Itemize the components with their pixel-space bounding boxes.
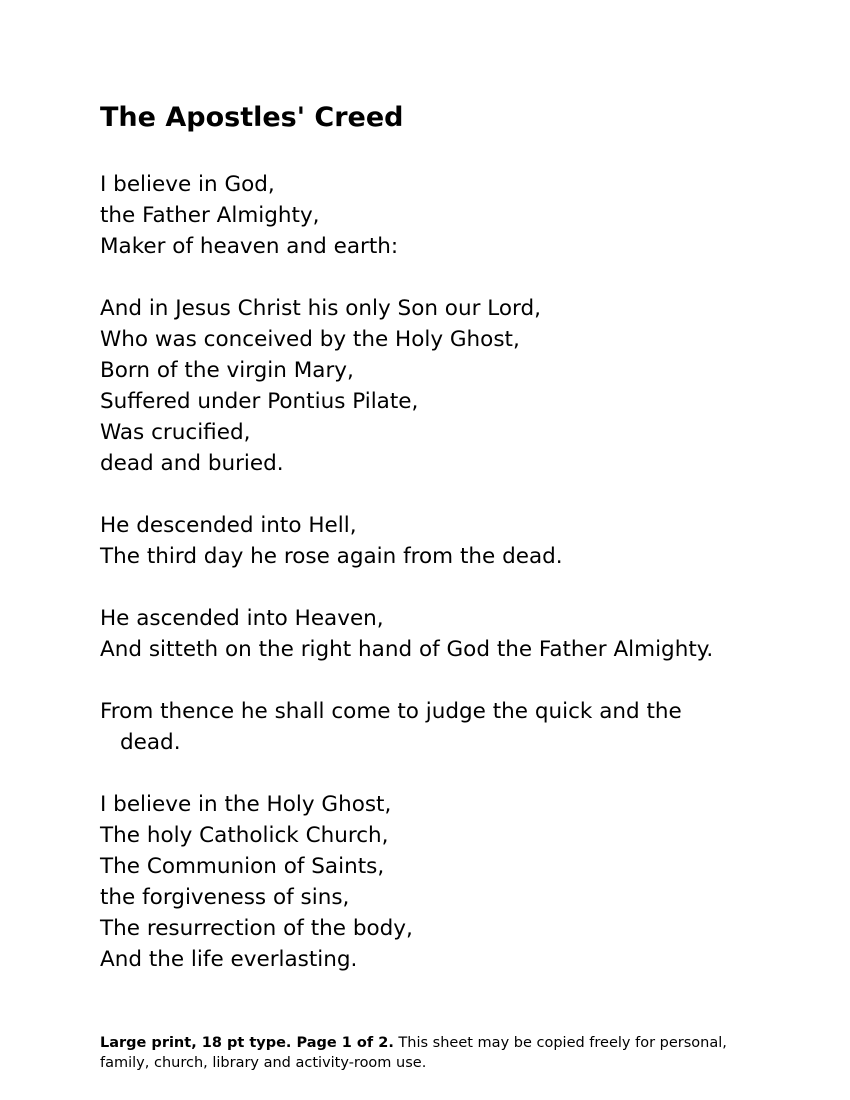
page-title: The Apostles' Creed bbox=[100, 102, 404, 133]
creed-line: And the life everlasting. bbox=[100, 947, 358, 972]
creed-line: Maker of heaven and earth: bbox=[100, 234, 399, 259]
stanza bbox=[100, 603, 760, 665]
creed-line: Suffered under Pontius Pilate, bbox=[100, 389, 419, 414]
footer-bold-text: Large print, 18 pt type. Page 1 of 2. bbox=[100, 1035, 394, 1051]
stanza bbox=[100, 293, 760, 479]
creed-text bbox=[100, 169, 760, 1006]
creed-line: the forgiveness of sins, bbox=[100, 885, 350, 910]
creed-line: From thence he shall come to judge the quick and the bbox=[100, 699, 682, 724]
creed-line: He ascended into Heaven, bbox=[100, 606, 384, 631]
creed-line: The holy Catholick Church, bbox=[100, 823, 389, 848]
footer-note bbox=[100, 1033, 740, 1073]
creed-line: Born of the virgin Mary, bbox=[100, 358, 354, 383]
stanza bbox=[100, 169, 760, 262]
creed-line-continuation: dead. bbox=[120, 730, 181, 755]
creed-line: I believe in God, bbox=[100, 172, 275, 197]
creed-line: The third day he rose again from the dead. bbox=[100, 544, 563, 569]
creed-line: Who was conceived by the Holy Ghost, bbox=[100, 327, 520, 352]
creed-line: The resurrection of the body, bbox=[100, 916, 413, 941]
creed-line: And sitteth on the right hand of God the Father Almighty. bbox=[100, 637, 714, 662]
creed-line: He descended into Hell, bbox=[100, 513, 357, 538]
creed-line: I believe in the Holy Ghost, bbox=[100, 792, 392, 817]
creed-line: And in Jesus Christ his only Son our Lord, bbox=[100, 296, 541, 321]
creed-line: Was crucified, bbox=[100, 420, 251, 445]
footer-text: This sheet may be copied freely for personal, family, church, library and activity-room use. bbox=[100, 1035, 727, 1071]
creed-line: dead and buried. bbox=[100, 451, 284, 476]
stanza bbox=[100, 696, 760, 758]
stanza bbox=[100, 510, 760, 572]
creed-line: the Father Almighty, bbox=[100, 203, 320, 228]
stanza bbox=[100, 789, 760, 975]
creed-line: The Communion of Saints, bbox=[100, 854, 385, 879]
